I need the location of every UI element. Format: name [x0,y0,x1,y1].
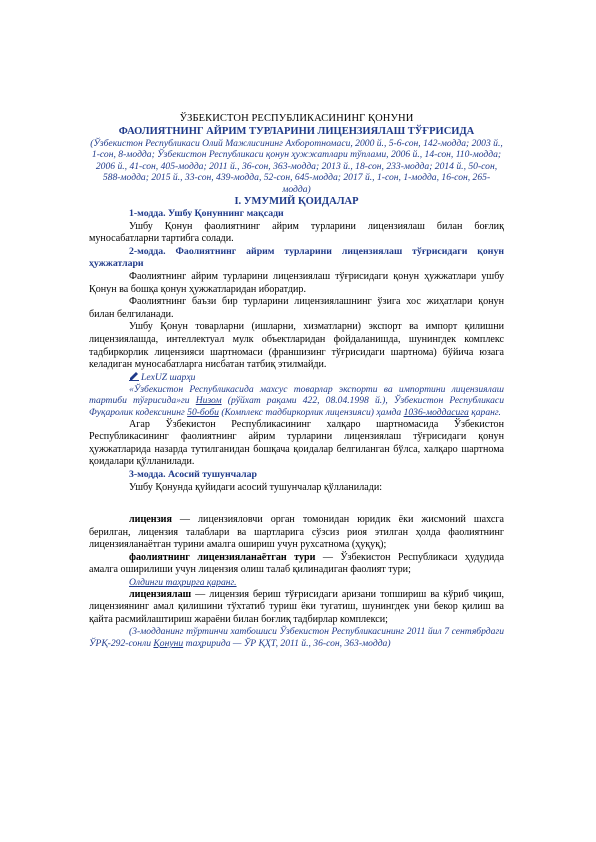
article1-title: 1-модда. Ушбу Қонуннинг мақсади [129,208,284,220]
law-title: ЎЗБЕКИСТОН РЕСПУБЛИКАСИНИНГ ҚОНУНИ [179,113,414,124]
note-text: (3-модданинг тўртинчи хатбошиси Ўзбекистон Республикасининг 2011 йил 7 сентябрдаги ЎРҚ-292-сонли [89,626,504,650]
pen-icon [129,372,139,381]
article1-text: Ушбу Қонун фаолиятнинг айрим турларини лицензиялаш билан боғлиқ муносабатларни тартибга солади. [89,220,504,245]
definition-text: — Ўзбекистон Республикаси ҳудудида амалга оширилиши учун лицензия олиш талаб қилинадиган фаолият тури; [89,551,504,576]
definition-text: — лицензияловчи орган томонидан юридик ёки жисмоний шахсга берилган, лицензия талаблари ва шартларига сўзсиз риоя этилган ҳолда фаолиятнинг лицензияланаётган турини амалга ошириш учун рухсатнома (ҳуқуқ); [89,514,504,551]
definition-license [89,514,504,552]
spacer [89,494,504,514]
term: лицензиялаш [129,588,192,600]
note-text: (Комплекс тадбиркорлик лицензияси) ҳамда [218,406,404,418]
amendment-note [89,626,504,649]
section-title: I. УМУМИЙ ҚОИДАЛАР [234,196,359,208]
article2-p3: Ушбу Қонун товарларни (ишларни, хизматларни) экспорт ва импорт қилишни лицензиялашда, интеллектуал мулк объектларидан фойдаланишда, шунингдек комплекс тадбиркорлик лицензияси шартномаси (франшизинг тўғрисидаги шартнома) бўйича юзага келадиган муносабатларга нисбатан татбиқ этилмайди. [89,321,504,371]
definition-licensed-activity [89,552,504,577]
article2-p2: Фаолиятнинг баъзи бир турларини лицензиялашнинг ўзига хос жиҳатлари қонун билан белгиланади. [89,296,504,320]
note-text: қаранг. [468,406,501,418]
lexuz-comment [89,372,504,384]
definition-text: — лицензия бериш тўғрисидаги аризани топшириш ва кўриб чиқиш, лицензиянинг амал қилишини тўхтатиб туриш ёки тугатиш, шунингдек уни бекор қилиш ва қайта расмийлаштириш жараёни билан боғлиқ тадбирлар комплекси; [89,588,504,625]
article3-title: 3-модда. Асосий тушунчалар [129,468,257,480]
source-note: (Ўзбекистон Республикаси Олий Мажлисининг Ахборотномаси, 2000 й., 5-6-сон, 142-модда; 2003 й., 1-сон, 8-модда; Ўзбекистон Республикаси қонун ҳужжатлари тўплами, 2006 й., 14-сон, 110-модда; 2006 й., 41-сон, 405-модда; 2011 й., 36-сон, 363-модда; 2013 й., 18-сон, 233-модда; 2014 й., 50-сон, 588-модда; 2015 й., 33-сон, 439-модда, 52-сон, 645-модда; 2017 й., 1-сон, 1-модда, 16-сон, 265-модда) [90,138,503,195]
lexuz-label: LexUZ шарҳи [141,371,196,383]
note-text: (рўйхат рақами 422, 08.04.1998 й.), Ўзбекистон Республикаси Фуқаролик кодексининг [89,395,504,418]
law-link[interactable]: Қонуни [153,638,184,650]
note-text: «Ўзбекистон Республикасида махсус товарлар экспорти ва импортини лицензиялаш тартиби тўғрисида»ги [89,383,504,407]
note-text: таҳририда — ЎР ҚҲТ, 2011 й., 36-сон, 363-модда) [183,638,391,650]
article3-intro: Ушбу Қонунда қуйидаги асосий тушунчалар қўлланилади: [129,481,383,493]
article2-title: 2-модда. Фаолиятнинг айрим турларини лицензиялаш тўғрисидаги қонун ҳужжатлари [89,245,504,270]
article2-p4: Агар Ўзбекистон Республикасининг халқаро шартномасида Ўзбекистон Республикасининг фаолиятнинг айрим турларини лицензиялаш тўғрисидаги қонун ҳужжатларида назарда тутилганидан бошқача қоидалар белгиланган бўлса, халқаро шартнома қоидалари қўлланилади. [89,418,504,468]
term: фаолиятнинг лицензияланаётган тури [129,551,316,563]
article2-p1: Фаолиятнинг айрим турларини лицензиялаш тўғрисидаги қонун ҳужжатлари ушбу Қонун ва бошқа қонун ҳужжатларидан иборатдир. [89,271,504,295]
term: лицензия [129,514,172,526]
article1036-link[interactable]: 1036-моддасига [403,406,469,418]
document-page [89,108,504,650]
previous-version-link[interactable]: Олдинги таҳрирга қаранг. [129,577,237,589]
lexuz-note [89,384,504,419]
chapter50-link[interactable]: 50-боби [187,406,219,418]
law-subject: ФАОЛИЯТНИНГ АЙРИМ ТУРЛАРИНИ ЛИЦЕНЗИЯЛАШ ТЎҒРИСИДА [118,126,475,137]
previous-version-note [89,577,504,589]
regulation-link[interactable]: Низом [195,395,222,407]
definition-licensing [89,589,504,627]
